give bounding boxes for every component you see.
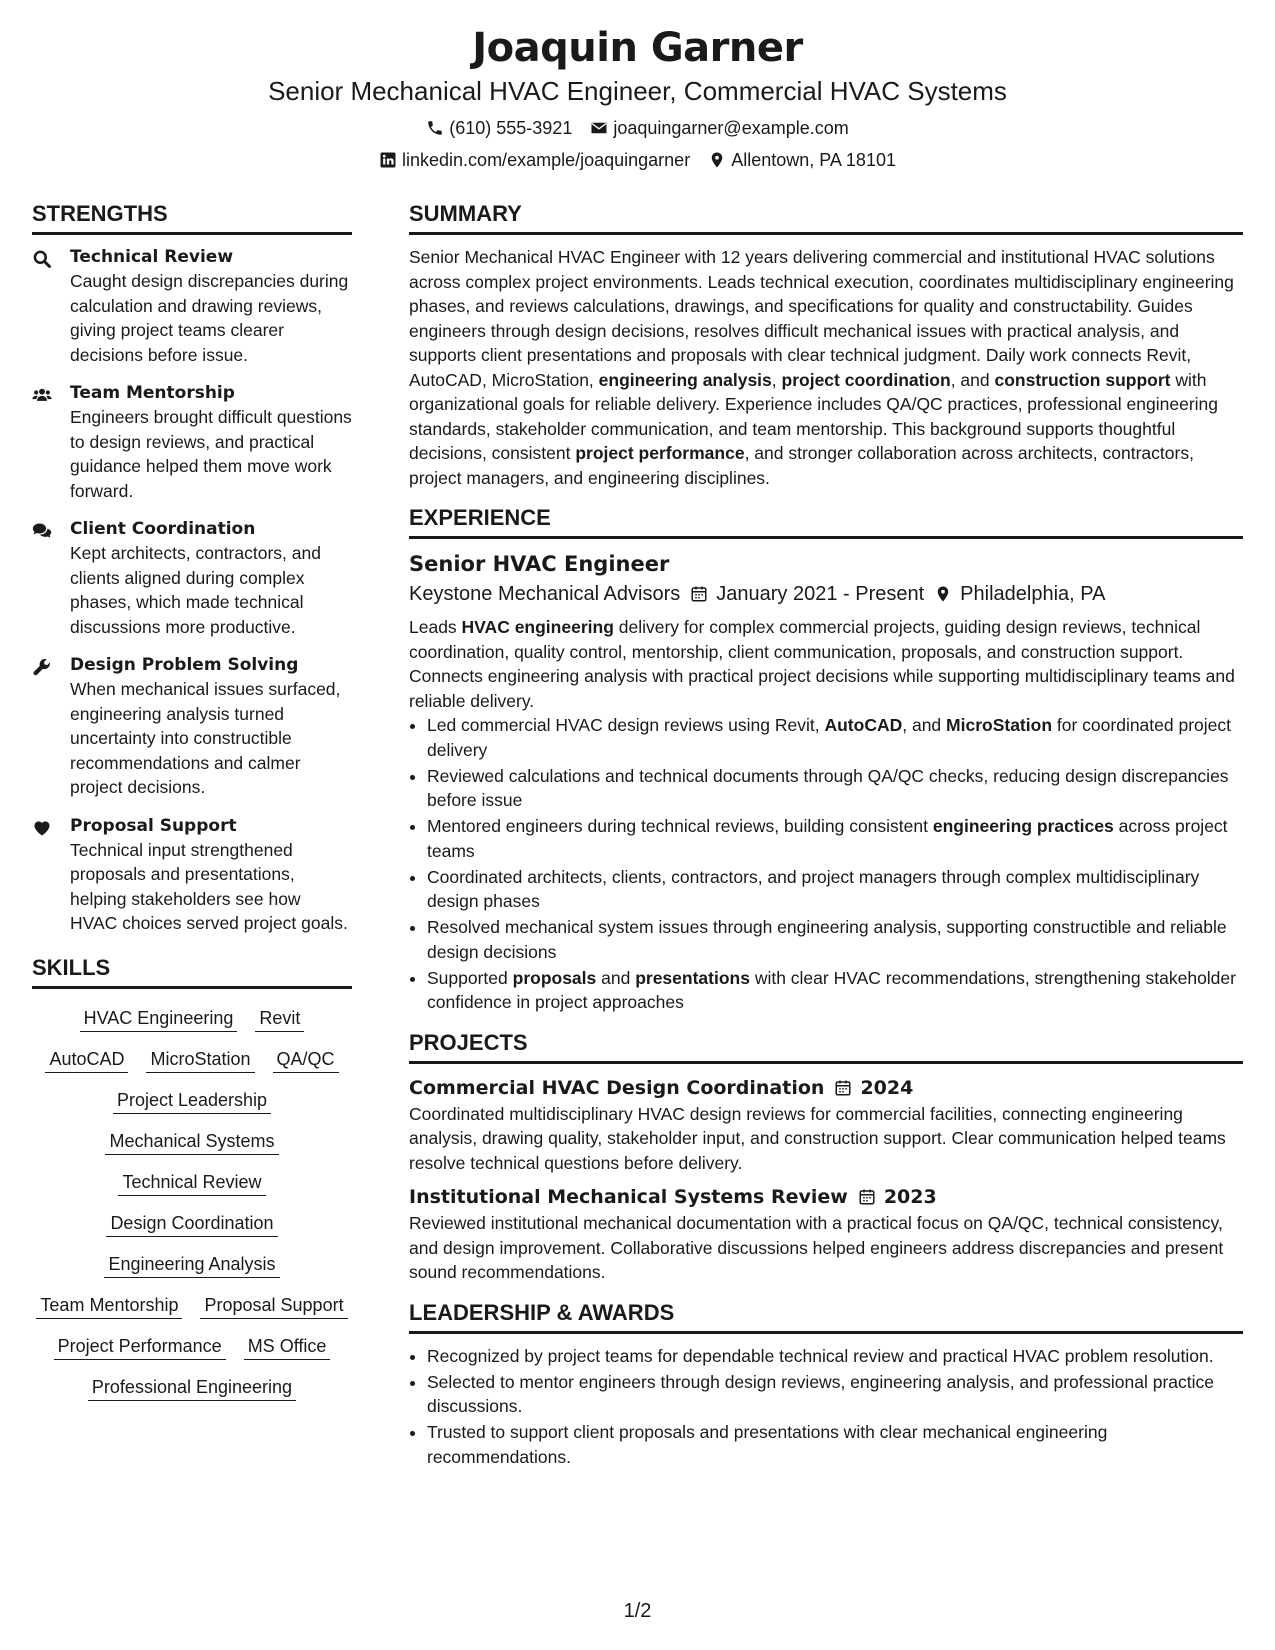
award-item: • Selected to mentor engineers through design reviews, engineering analysis, and professional practice discussions. (427, 1370, 1243, 1419)
skill-tag: Project Leadership (113, 1087, 271, 1114)
email-contact[interactable] (590, 116, 848, 140)
job-bullet: • Supported proposals and presentations with clear HVAC recommendations, strengthening stakeholder confidence in project approaches (427, 966, 1243, 1015)
heart-icon (32, 818, 52, 838)
strength-item (32, 653, 352, 800)
strength-description: Engineers brought difficult questions to design reviews, and practical guidance helped them move work forward. (70, 407, 352, 501)
strength-item (32, 814, 352, 936)
linkedin-url[interactable]: linkedin.com/example/joaquingarner (402, 150, 691, 170)
job-title: Senior HVAC Engineer (409, 552, 670, 576)
envelope-icon (590, 119, 608, 137)
skill-tag: Project Performance (54, 1333, 226, 1360)
calendar-icon (834, 1079, 852, 1097)
skills-heading: SKILLS (32, 954, 352, 989)
project-header (409, 1074, 1243, 1102)
skill-tag: Proposal Support (200, 1292, 347, 1319)
calendar-icon (690, 585, 708, 603)
job-location: Philadelphia, PA (934, 579, 1105, 609)
summary-paragraph: Senior Mechanical HVAC Engineer with 12 years delivering commercial and institutional HVAC solutions across complex project environments. Leads technical execution, coordinates multidisciplinary engineering phases, and reviews calculations, drawings, and specifications for quality and constructability. Guides engineers through design decisions, resolves difficult mechanical issues with practical analysis, and supports client presentations and proposals with clear technical judgment. Daily work connects Revit, AutoCAD, MicroStation, engineering analysis, project coordination, and construction support with organizational goals for reliable delivery. Experience includes QA/QC practices, professional engineering standards, stakeholder communication, and team mentorship. This background supports thoughtful decisions, consistent project performance, and stronger collaboration across architects, contractors, project managers, and engineering disciplines. (409, 247, 1234, 488)
phone-contact (426, 116, 572, 140)
job-bullet: • Mentored engineers during technical reviews, building consistent engineering practices across project teams (427, 814, 1243, 863)
project-year: 2023 (858, 1186, 937, 1208)
skills-list (32, 999, 352, 1401)
skill-tag: AutoCAD (45, 1046, 128, 1073)
skill-tag: Mechanical Systems (105, 1128, 278, 1155)
strength-item (32, 381, 352, 503)
resume-header (0, 22, 1275, 172)
strength-title: Design Problem Solving (70, 655, 299, 675)
job-bullets (409, 713, 1243, 1015)
strength-item (32, 245, 352, 367)
page-number: 1/2 (623, 1600, 652, 1622)
skill-tag: QA/QC (273, 1046, 339, 1073)
map-marker-icon (708, 151, 726, 169)
strength-description: When mechanical issues surfaced, engineering analysis turned uncertainty into constructible recommendations and calmer project decisions. (70, 679, 341, 797)
job-bullet: • Coordinated architects, clients, contractors, and project managers through complex multidisciplinary design phases (427, 865, 1243, 914)
project-year: 2024 (834, 1077, 913, 1099)
skill-tag: Revit (255, 1005, 304, 1032)
job-intro: Leads HVAC engineering delivery for complex commercial projects, guiding design reviews, technical coordination, quality control, mentorship, client communication, proposals, and construction support. Connects engineering analysis with practical project decisions while supporting multidisciplinary teams and reliable delivery. (409, 617, 1235, 711)
location-text: Allentown, PA 18101 (731, 150, 896, 170)
skill-tag: Design Coordination (106, 1210, 277, 1237)
comments-icon (32, 521, 52, 541)
phone-number: (610) 555-3921 (449, 118, 573, 138)
job-bullet: • Reviewed calculations and technical documents through QA/QC checks, reducing design discrepancies before issue (427, 764, 1243, 813)
phone-icon (426, 119, 444, 137)
strength-title: Technical Review (70, 247, 234, 267)
strength-description: Caught design discrepancies during calculation and drawing reviews, giving project teams clearer decisions before issue. (70, 271, 349, 365)
search-icon (32, 249, 52, 269)
candidate-name: Joaquin Garner (472, 25, 803, 71)
linkedin-icon (379, 151, 397, 169)
experience-heading: EXPERIENCE (409, 504, 1243, 539)
job-bullet: • Led commercial HVAC design reviews using Revit, AutoCAD, and MicroStation for coordinated project delivery (427, 713, 1243, 762)
strength-description: Kept architects, contractors, and clients aligned during complex phases, which made technical discussions more productive. (70, 543, 321, 637)
strength-description: Technical input strengthened proposals and presentations, helping stakeholders see how HVAC choices served project goals. (70, 839, 348, 933)
users-icon (32, 385, 52, 405)
project-description: Reviewed institutional mechanical documentation with a practical focus on QA/QC, technical consistency, and design improvement. Collaborative discussions helped engineers address discrepancies and present sound recommendations. (409, 1213, 1224, 1282)
calendar-icon (858, 1188, 876, 1206)
skill-tag: Engineering Analysis (104, 1251, 279, 1278)
job-meta (409, 579, 1243, 609)
skill-tag: Team Mentorship (36, 1292, 182, 1319)
strength-title: Team Mentorship (70, 383, 235, 403)
job-dates: January 2021 - Present (690, 579, 924, 609)
summary-heading: SUMMARY (409, 200, 1243, 235)
projects-heading: PROJECTS (409, 1029, 1243, 1064)
project-title: Commercial HVAC Design Coordination (409, 1076, 825, 1099)
awards-list (409, 1344, 1243, 1470)
wrench-icon (32, 657, 52, 677)
contact-row-1 (0, 116, 1275, 140)
skill-tag: MicroStation (146, 1046, 254, 1073)
email-address[interactable]: joaquingarner@example.com (613, 118, 849, 138)
skill-tag: MS Office (244, 1333, 331, 1360)
project-header (409, 1183, 1243, 1211)
strength-item (32, 517, 352, 639)
project-title: Institutional Mechanical Systems Review (409, 1186, 848, 1208)
strength-title: Client Coordination (70, 519, 256, 539)
contact-row-2 (0, 148, 1275, 172)
map-marker-icon (934, 585, 952, 603)
strength-title: Proposal Support (70, 815, 237, 836)
skill-tag: Technical Review (118, 1169, 265, 1196)
award-item: • Trusted to support client proposals and presentations with clear mechanical engineering recommendations. (427, 1420, 1243, 1469)
linkedin-contact[interactable] (379, 148, 690, 172)
award-item: • Recognized by project teams for dependable technical review and practical HVAC problem resolution. (427, 1344, 1243, 1369)
right-column (409, 200, 1243, 1471)
skill-tag: HVAC Engineering (80, 1005, 238, 1032)
company-name: Keystone Mechanical Advisors (409, 583, 681, 605)
candidate-headline: Senior Mechanical HVAC Engineer, Commercial HVAC Systems (268, 76, 1007, 106)
left-column (32, 200, 352, 1401)
job-bullet: • Resolved mechanical system issues through engineering analysis, supporting constructible and reliable design decisions (427, 915, 1243, 964)
skill-tag: Professional Engineering (88, 1374, 296, 1401)
location-contact (708, 148, 896, 172)
project-description: Coordinated multidisciplinary HVAC design reviews for commercial facilities, connecting engineering analysis, drawing quality, stakeholder input, and construction support. Clear communication helped teams resolve technical questions before delivery. (409, 1103, 1226, 1173)
awards-heading: LEADERSHIP & AWARDS (409, 1299, 1243, 1334)
strengths-heading: STRENGTHS (32, 200, 352, 235)
